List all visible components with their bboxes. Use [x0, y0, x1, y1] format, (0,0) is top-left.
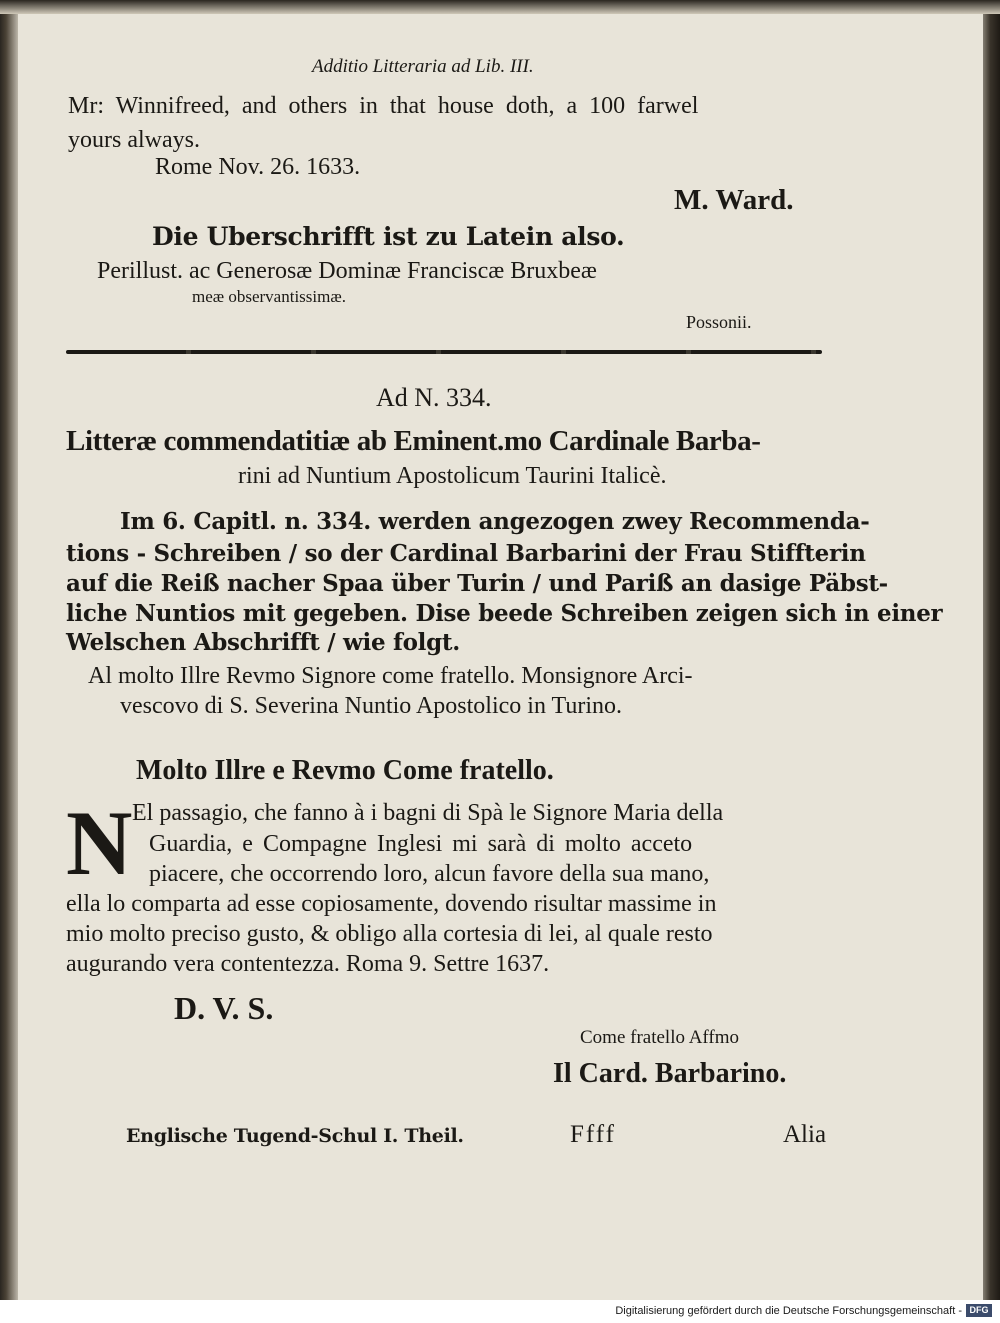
digitization-credit: Digitalisierung gefördert durch die Deutsche Forschungsgemeinschaft - [615, 1305, 962, 1317]
german-line-3: auf die Reiß nacher Spaa über Turin / und Pariß an dasige Päbst- [66, 570, 888, 597]
signature-mark: Ffff [570, 1121, 616, 1148]
letter1-signature: M. Ward. [674, 184, 794, 216]
german-line-1: Im 6. Capitl. n. 334. werden angezogen zwey Recommenda- [120, 508, 870, 535]
scan-top-edge [0, 0, 1000, 14]
section-divider-rule [66, 350, 822, 354]
german-line-4: liche Nuntios mit gegeben. Dise beede Schreiben zeigen sich in einer [66, 600, 943, 627]
running-head: Additio Litteraria ad Lib. III. [312, 56, 534, 77]
letter2-line3: piacere, che occorrendo loro, alcun favore della sua mano, [149, 861, 710, 887]
address-line2: meæ observantissimæ. [192, 287, 346, 306]
letter2-salutation: Molto Illre e Revmo Come fratello. [136, 755, 554, 786]
section-number: Ad N. 334. [376, 383, 492, 412]
superscription-heading: Die Uberschrifft ist zu Latein also. [152, 222, 625, 251]
italian-address-line2: vescovo di S. Severina Nuntio Apostolico in Turino. [120, 693, 623, 719]
drop-cap: N [66, 792, 133, 894]
letter2-line2: Guardia, e Compagne Inglesi mi sarà di molto acceto [149, 831, 693, 857]
letter1-dateline: Rome Nov. 26. 1633. [155, 154, 361, 180]
letter2-closing: Come fratello Affmo [580, 1027, 740, 1048]
dfg-logo: DFG [966, 1304, 992, 1317]
letter2-line4: ella lo comparta ad esse copiosamente, dovendo risultar massime in [66, 891, 717, 917]
address-place: Possonii. [686, 312, 752, 332]
section-title-line2: rini ad Nuntium Apostolicum Taurini Italicè. [238, 463, 667, 489]
letter2-line1: El passagio, che fanno à i bagni di Spà le Signore Maria della [132, 800, 724, 826]
book-page [18, 14, 983, 1300]
italian-address-line1: Al molto Illre Revmo Signore come fratello. Monsignore Arci- [88, 663, 693, 689]
book-title-footer: Englische Tugend-Schul I. Theil. [126, 1125, 464, 1147]
catchword: Alia [783, 1121, 827, 1148]
letter1-line2: yours always. [68, 127, 200, 153]
section-title-line1: Litteræ commendatitiæ ab Eminent.mo Cardinale Barba- [66, 425, 761, 457]
address-line1: Perillust. ac Generosæ Dominæ Franciscæ Bruxbeæ [97, 258, 597, 284]
letter1-line1: Mr: Winnifreed, and others in that house doth, a 100 farwel [68, 93, 699, 119]
letter2-line5: mio molto preciso gusto, & obligo alla cortesia di lei, al quale resto [66, 921, 713, 947]
german-line-2: tions - Schreiben / so der Cardinal Barbarini der Frau Stiffterin [66, 540, 866, 567]
dvs-abbreviation: D. V. S. [174, 990, 274, 1026]
letter2-signature: Il Card. Barbarino. [553, 1058, 787, 1089]
german-line-5: Welschen Abschrifft / wie folgt. [66, 629, 460, 656]
letter2-line6: augurando vera contentezza. Roma 9. Settre 1637. [66, 951, 550, 977]
